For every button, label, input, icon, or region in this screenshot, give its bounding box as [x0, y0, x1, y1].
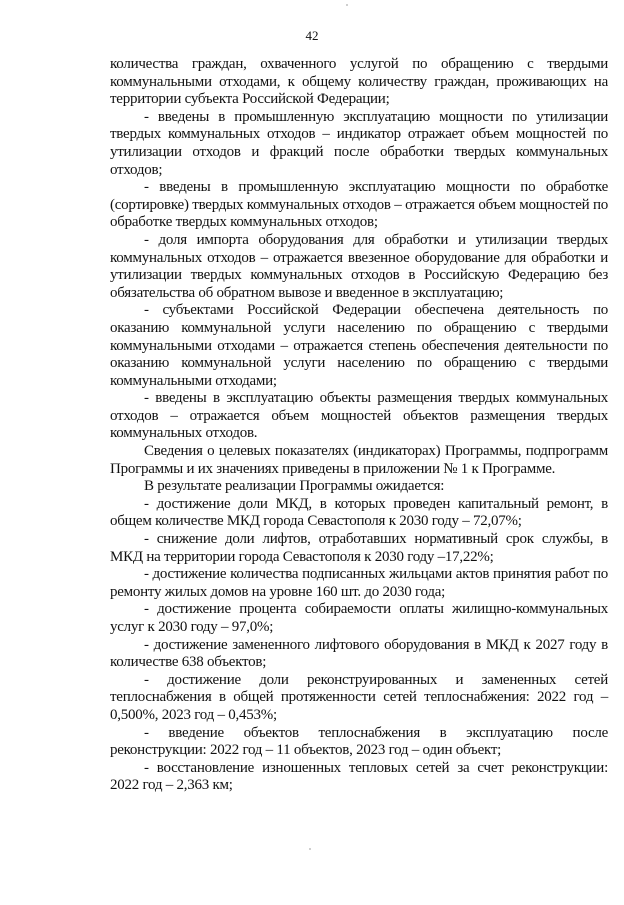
list-item: - снижение доли лифтов, отработавших нормативный срок службы, в МКД на территории города Севастополя к 2030 году –17,22%;	[110, 531, 608, 565]
scan-speck	[309, 848, 311, 850]
list-item: - достижение процента собираемости оплаты жилищно-коммунальных услуг к 2030 году – 97,0%;	[110, 601, 608, 635]
list-item: - введены в промышленную эксплуатацию мощности по обработке (сортировке) твердых коммунальных отходов – отражается объем мощностей по обработке твердых коммунальных отходов;	[110, 179, 608, 231]
list-item: - достижение количества подписанных жильцами актов принятия работ по ремонту жилых домов на уровне 160 шт. до 2030 года;	[110, 566, 608, 600]
page-number: 42	[305, 28, 319, 43]
paragraph: количества граждан, охваченного услугой по обращению с твердыми коммунальными отходами, к общему количеству граждан, проживающих на территории субъекта Российской Федерации;	[110, 56, 608, 108]
list-item: - введены в эксплуатацию объекты размещения твердых коммунальных отходов – отражается объем мощностей объектов размещения твердых коммунальных отходов.	[110, 390, 608, 442]
list-item: - введение объектов теплоснабжения в эксплуатацию после реконструкции: 2022 год – 11 объектов, 2023 год – один объект;	[110, 724, 608, 759]
document-body	[110, 56, 608, 795]
list-item: - достижение доли МКД, в которых проведен капитальный ремонт, в общем количестве МКД города Севастополя к 2030 году – 72,07%;	[110, 495, 608, 530]
list-item: - восстановление изношенных тепловых сетей за счет реконструкции: 2022 год – 2,363 км;	[110, 759, 608, 794]
list-item: - введены в промышленную эксплуатацию мощности по утилизации твердых коммунальных отходов – индикатор отражает объем мощностей по утилизации отходов и фракций после обработки твердых коммунальных отходов;	[110, 108, 608, 178]
list-item: - достижение доли реконструированных и замененных сетей теплоснабжения в общей протяженности сетей теплоснабжения: 2022 год – 0,500%, 2023 год – 0,453%;	[110, 671, 608, 723]
list-item: - субъектами Российской Федерации обеспечена деятельность по оказанию коммунальной услуги населению по обращению с твердыми коммунальными отходами – отражается степень обеспечения деятельности по оказанию коммунальной услуги населению по обращению с твердыми коммунальными отходами;	[110, 302, 608, 389]
list-item: - достижение замененного лифтового оборудования в МКД к 2027 году в количестве 638 объектов;	[110, 636, 608, 671]
paragraph: Сведения о целевых показателях (индикаторах) Программы, подпрограмм Программы и их значениях приведены в приложении № 1 к Программе.	[110, 443, 608, 477]
scan-speck	[346, 4, 348, 6]
list-item: - доля импорта оборудования для обработки и утилизации твердых коммунальных отходов – отражается ввезенное оборудование для обработки и утилизации твердых коммунальных отходов в Российскую Федерацию без обязательства об обратном вывозе и введенное в эксплуатацию;	[110, 231, 608, 301]
paragraph: В результате реализации Программы ожидается:	[144, 478, 445, 495]
